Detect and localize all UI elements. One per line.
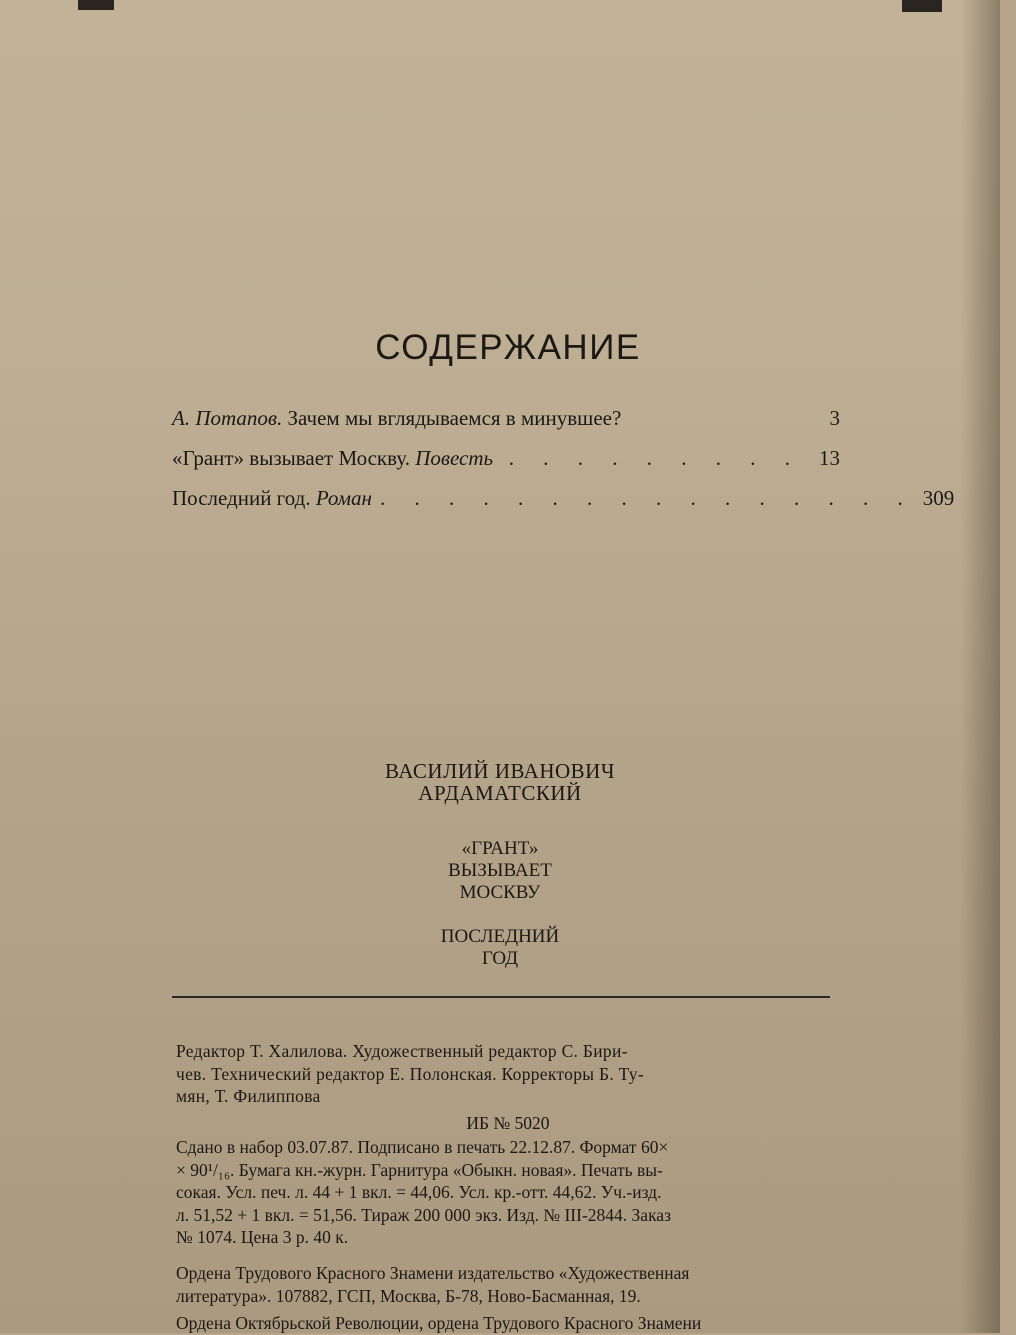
toc-entry-page: 3 (829, 406, 840, 430)
toc-entry-genre: Роман (315, 486, 372, 510)
imprint-publisher: Ордена Трудового Красного Знамени издательство «Художественная литература». 107882, ГСП, Москва, Б-78, Ново-Басманная, 19. (176, 1263, 690, 1306)
corner-mark (78, 0, 114, 10)
imprint-technical: Сдано в набор 03.07.87. Подписано в печать 22.12.87. Формат 60× × 90¹/₁₆. Бумага кн.-журн. Гарнитура «Обыкн. новая». Печать вы- сокая. Усл. печ. л. 44 + 1 вкл. = 44,06. Усл. кр.-отт. 44,62. Уч.-изд. л. 51,52 + 1 вкл. = 51,56. Тираж 200 000 экз. Изд. № III-2844. Заказ № 1074. Цена 3 р. 40 к. (176, 1137, 671, 1247)
toc-entry (172, 406, 840, 436)
toc-entry (172, 486, 955, 516)
author-name: ВАСИЛИЙ ИВАНОВИЧ АРДАМАТСКИЙ (385, 759, 615, 805)
ib-number: ИБ № 5020 (466, 1113, 550, 1133)
work-title-last-year: ПОСЛЕДНИЙ ГОД (440, 926, 560, 969)
toc-entry-title: Последний год. (172, 486, 311, 510)
toc-entry-title: «Грант» вызывает Москву. (172, 446, 410, 470)
toc-title: СОДЕРЖАНИЕ (375, 328, 641, 367)
corner-mark (902, 0, 942, 12)
divider-line (172, 996, 830, 998)
toc-entry (172, 446, 840, 476)
toc-entry-author: А. Потапов. (172, 406, 283, 430)
toc-leader-dots: . . . . . . . . . . . . . . . . (379, 486, 915, 510)
imprint-cut-line: Ордена Октябрьской Революции, ордена Трудового Красного Знамени (176, 1313, 702, 1333)
toc-entry-page: 13 (819, 446, 840, 470)
work-title-grant: «ГРАНТ» ВЫЗЫВАЕТ МОСКВУ (448, 838, 552, 903)
toc-entry-page: 309 (922, 486, 955, 510)
toc-leader-dots: . . . . . . . . . (508, 446, 802, 470)
toc-entry-genre: Повесть (415, 446, 494, 470)
toc-entry-title: Зачем мы вглядываемся в минувшее? (287, 406, 622, 430)
imprint-credits: Редактор Т. Халилова. Художественный редактор С. Бири- чев. Технический редактор Е. Полонская. Корректоры Б. Ту- мян, Т. Филиппова (176, 1041, 644, 1106)
